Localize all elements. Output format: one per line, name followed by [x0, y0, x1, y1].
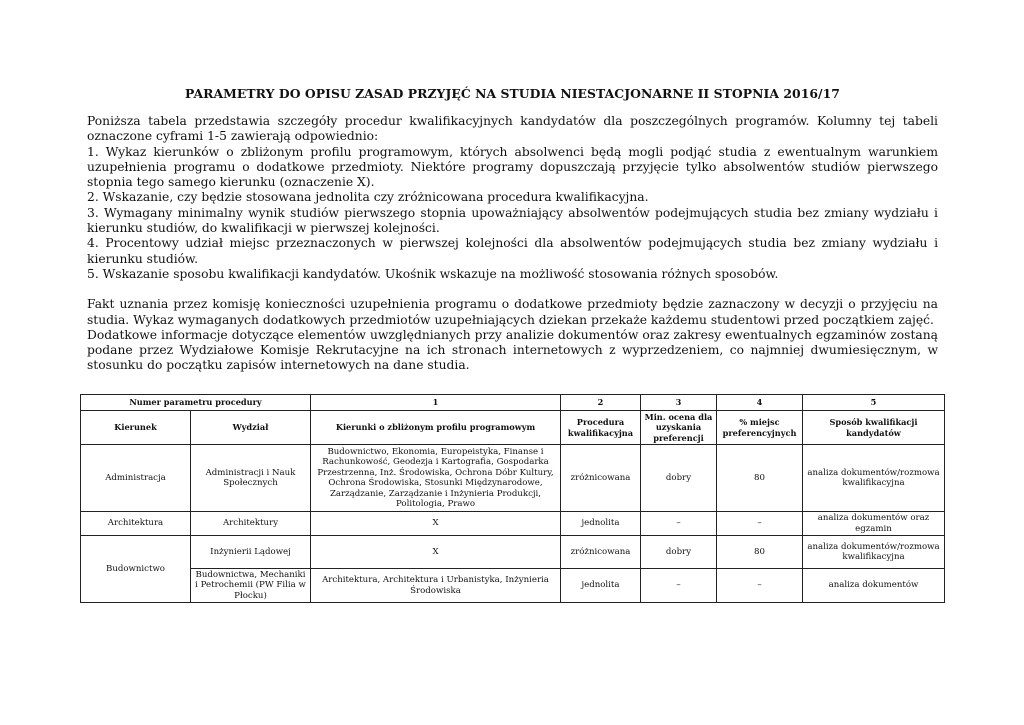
cell-procent: 80	[717, 445, 803, 512]
document-title: PARAMETRY DO OPISU ZASAD PRZYJĘĆ NA STUDIA NIESTACJONARNE II STOPNIA 2016/17	[185, 86, 840, 101]
cell-kierunek: Budownictwo	[81, 536, 191, 603]
cell-min-ocena: –	[641, 569, 717, 603]
table-row-budownictwo-2	[81, 569, 945, 603]
table-row-budownictwo-1	[81, 536, 945, 569]
cell-kierunek: Administracja	[81, 445, 191, 512]
cell-wydzial: Administracji i Nauk Społecznych	[191, 445, 311, 512]
cell-kierunki: X	[311, 512, 561, 536]
header-kierunek: Kierunek	[81, 411, 191, 445]
cell-min-ocena: –	[641, 512, 717, 536]
param-number-3: 3	[641, 395, 717, 411]
param-number-5: 5	[803, 395, 945, 411]
cell-kierunki: Architektura, Architektura i Urbanistyka, Inżynieria Środowiska	[311, 569, 561, 603]
param-number-2: 2	[561, 395, 641, 411]
cell-wydzial: Inżynierii Lądowej	[191, 536, 311, 569]
cell-procent: 80	[717, 536, 803, 569]
cell-kierunki: X	[311, 536, 561, 569]
paragraph-additional-info: Dodatkowe informacje dotyczące elementów uwzględnianych przy analizie dokumentów oraz zakresy ewentualnych egzaminów zostaną podane przez Wydziałowe Komisje Rekrutacyjne na ich stronach internetowych z wyprzedzeniem, co najmniej dwumiesięcznym, w stosunku do początku zapisów internetowych na dane studia.	[87, 327, 938, 373]
cell-wydzial: Budownictwa, Mechaniki i Petrochemii (PW Filia w Płocku)	[191, 569, 311, 603]
header-procent: % miejsc preferencyjnych	[717, 411, 803, 445]
paragraph-additional-subjects: Fakt uznania przez komisję konieczności uzupełnienia programu o dodatkowe przedmioty będzie zaznaczony w decyzji o przyjęciu na studia. Wykaz wymaganych dodatkowych przedmiotów uzupełniających dziekan przekaże każdemu studentowi przed początkiem zajęć.	[87, 297, 938, 327]
intro-text	[87, 114, 938, 374]
cell-min-ocena: dobry	[641, 536, 717, 569]
header-procedura: Procedura kwalifikacyjna	[561, 411, 641, 445]
paragraph-spacer	[87, 282, 938, 297]
table-header-row	[81, 411, 945, 445]
table-row-param-numbers	[81, 395, 945, 411]
cell-sposob: analiza dokumentów/rozmowa kwalifikacyjna	[803, 445, 945, 512]
cell-wydzial: Architektury	[191, 512, 311, 536]
paragraph-item-5: 5. Wskazanie sposobu kwalifikacji kandydatów. Ukośnik wskazuje na możliwość stosowania różnych sposobów.	[87, 266, 779, 281]
paragraph-item-1: 1. Wykaz kierunków o zbliżonym profilu programowym, których absolwenci będą mogli podjąć studia z ewentualnym warunkiem uzupełnienia programu o dodatkowe przedmioty. Niektóre programy dopuszczają przyjęcie tylko absolwentów studiów pierwszego stopnia tego samego kierunku (oznaczenie X).	[87, 144, 938, 190]
param-number-4: 4	[717, 395, 803, 411]
paragraph-item-4: 4. Procentowy udział miejsc przeznaczonych w pierwszej kolejności dla absolwentów podejmujących studia bez zmiany wydziału i kierunku studiów.	[87, 236, 938, 266]
cell-sposob: analiza dokumentów/rozmowa kwalifikacyjna	[803, 536, 945, 569]
cell-min-ocena: dobry	[641, 445, 717, 512]
cell-sposob: analiza dokumentów oraz egzamin	[803, 512, 945, 536]
cell-kierunki: Budownictwo, Ekonomia, Europeistyka, Finanse i Rachunkowość, Geodezja i Kartografia, Gospodarka Przestrzenna, Inż. Środowiska, Ochrona Dóbr Kultury, Ochrona Środowiska, Stosunki Międzynarodowe, Zarządzanie, Zarządzanie i Inżynieria Produkcji, Politologia, Prawo	[311, 445, 561, 512]
paragraph-item-2: 2. Wskazanie, czy będzie stosowana jednolita czy zróżnicowana procedura kwalifikacyjna.	[87, 190, 649, 205]
procedure-parameters-table	[80, 394, 945, 603]
cell-procedura: zróżnicowana	[561, 536, 641, 569]
paragraph-item-3: 3. Wymagany minimalny wynik studiów pierwszego stopnia upoważniający absolwentów podejmujących studia bez zmiany wydziału i kierunku studiów, do kwalifikacji w pierwszej kolejności.	[87, 205, 938, 236]
cell-procent: –	[717, 569, 803, 603]
header-sposob: Sposób kwalifikacji kandydatów	[803, 411, 945, 445]
header-wydzial: Wydział	[191, 411, 311, 445]
cell-procent: –	[717, 512, 803, 536]
paragraph-intro: Poniższa tabela przedstawia szczegóły procedur kwalifikacyjnych kandydatów dla poszczególnych programów. Kolumny tej tabeli oznaczone cyframi 1-5 zawierają odpowiednio:	[87, 114, 938, 144]
cell-kierunek: Architektura	[81, 512, 191, 536]
param-number-label: Numer parametru procedury	[81, 395, 311, 411]
param-number-1: 1	[311, 395, 561, 411]
cell-sposob: analiza dokumentów	[803, 569, 945, 603]
cell-procedura: jednolita	[561, 569, 641, 603]
header-min-ocena: Min. ocena dla uzyskania preferencji	[641, 411, 717, 445]
cell-procedura: zróżnicowana	[561, 445, 641, 512]
table-row-architektura	[81, 512, 945, 536]
cell-procedura: jednolita	[561, 512, 641, 536]
table-row-administracja	[81, 445, 945, 512]
header-kierunki: Kierunki o zbliżonym profilu programowym	[311, 411, 561, 445]
